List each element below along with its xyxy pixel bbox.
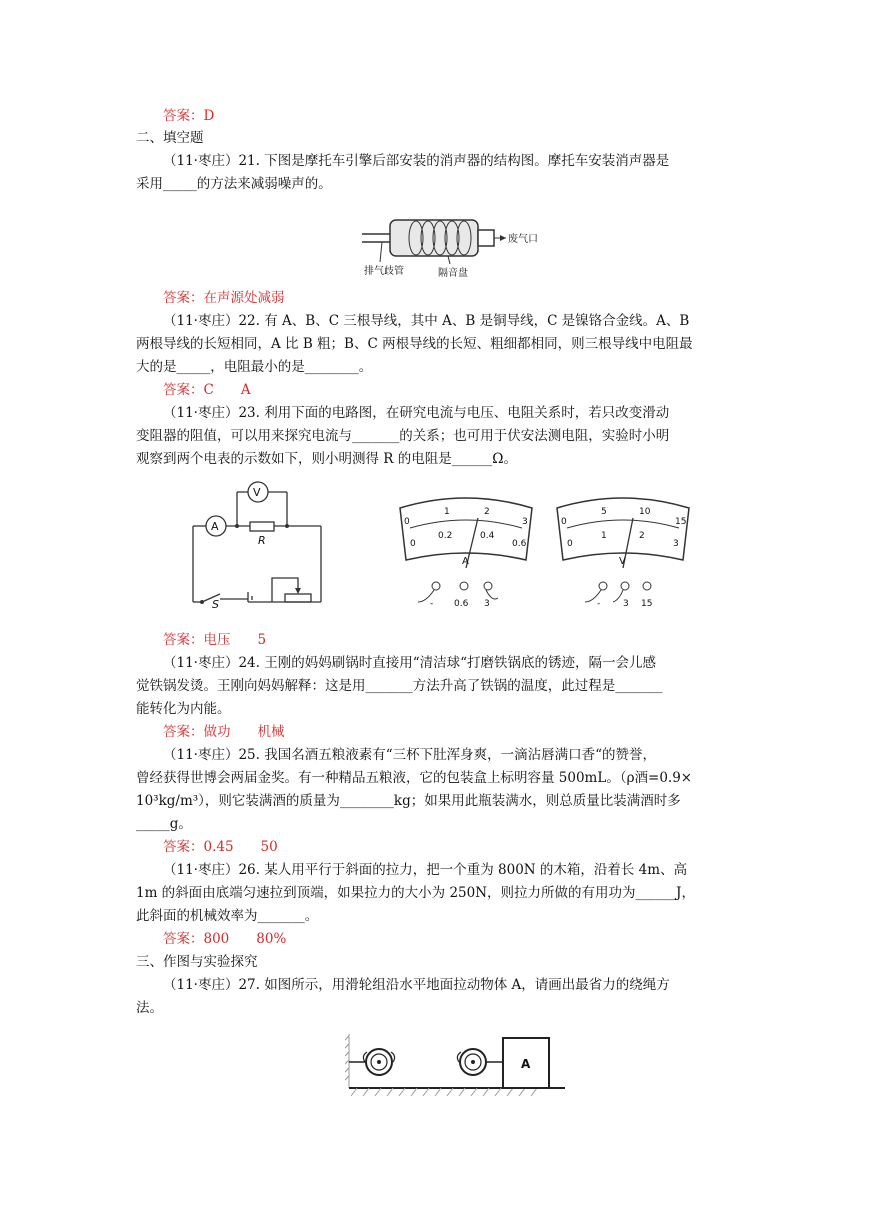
question-text: （11·枣庄）25. 我国名酒五粮液素有“三杯下肚浑身爽，一滴沾唇满口香“的赞誉， xyxy=(163,747,657,763)
question-text: 两根导线的长短相同，A 比 B 粗；B、C 两根导线的长短、粗细都相同，则三根导线中电阻最 xyxy=(136,336,693,352)
question-text: 法。 xyxy=(136,1000,163,1016)
question-text: 1m 的斜面由底端匀速拉到顶端，如果拉力的大小为 250N，则拉力所做的有用功为______J， xyxy=(136,885,695,901)
ammeter-bottom-3: 0.6 xyxy=(512,539,527,549)
question-text: 观察到两个电表的示数如下，则小明测得 R 的电阻是______Ω。 xyxy=(136,451,517,467)
voltmeter-terminal-neg: - xyxy=(597,599,601,609)
answer-line: 答案：C A xyxy=(163,382,251,398)
question-text: （11·枣庄）23. 利用下面的电路图，在研究电流与电压、电阻关系时，若只改变滑动 xyxy=(163,405,670,421)
answer-line: 答案：800 80% xyxy=(163,931,287,947)
answer-line: 答案：电压 5 xyxy=(163,632,267,648)
voltmeter-bottom-2: 2 xyxy=(639,531,645,541)
question-text: 变阻器的阻值，可以用来探究电流与_______的关系；也可用于伏安法测电阻，实验时小明 xyxy=(136,428,670,444)
answer-line: 答案：0.45 50 xyxy=(163,839,278,855)
voltmeter-terminal-15: 15 xyxy=(641,599,653,609)
voltmeter-bottom-0: 0 xyxy=(567,539,573,549)
ammeter-top-2: 2 xyxy=(484,507,490,517)
ammeter-unit: A xyxy=(462,556,469,567)
voltmeter-symbol: V xyxy=(253,486,261,499)
voltmeter-terminal-3: 3 xyxy=(623,599,629,609)
voltmeter-top-1: 5 xyxy=(601,507,607,517)
muffler-diagram xyxy=(360,210,540,282)
section-heading: 三、作图与实验探究 xyxy=(136,954,258,970)
question-text: _____g。 xyxy=(136,816,192,832)
voltmeter-top-3: 15 xyxy=(675,517,687,527)
block-label: A xyxy=(521,1057,531,1071)
question-text: 能转化为内能。 xyxy=(136,701,231,717)
answer-line: 答案：做功 机械 xyxy=(163,724,285,740)
voltmeter-top-2: 10 xyxy=(639,507,651,517)
exhaust-port-label: 废气口 xyxy=(508,234,538,245)
disc-label: 隔音盘 xyxy=(438,268,468,279)
ammeter-terminal-neg: - xyxy=(430,599,434,609)
voltmeter-bottom-1: 1 xyxy=(601,531,607,541)
answer-line: 答案：在声源处减弱 xyxy=(163,290,285,306)
ammeter-symbol: A xyxy=(211,520,219,533)
switch-label: S xyxy=(212,598,219,608)
voltmeter-bottom-3: 3 xyxy=(673,539,679,549)
ammeter-bottom-1: 0.2 xyxy=(438,531,453,541)
ammeter-terminal-3: 3 xyxy=(484,599,490,609)
voltmeter-top-0: 0 xyxy=(561,517,567,527)
ammeter-bottom-0: 0 xyxy=(410,539,416,549)
question-text: （11·枣庄）27. 如图所示，用滑轮组沿水平地面拉动物体 A，请画出最省力的绕绳方 xyxy=(163,977,670,993)
pulley-diagram xyxy=(345,1028,575,1106)
ammeter-terminal-0.6: 0.6 xyxy=(454,599,469,609)
resistor-label: R xyxy=(258,534,266,547)
pipe-label: 排气歧管 xyxy=(364,266,404,277)
section-heading: 二、填空题 xyxy=(136,130,204,146)
question-text: 10³kg/m³），则它装满酒的质量为________kg；如果用此瓶装满水，则总质量比装满酒时多 xyxy=(136,793,681,809)
ammeter-top-0: 0 xyxy=(404,517,410,527)
question-text: 采用_____的方法来减弱噪声的。 xyxy=(136,176,332,192)
ammeter-top-1: 1 xyxy=(444,507,450,517)
answer-line: 答案：D xyxy=(163,108,215,124)
question-text: 曾经获得世博会两届金奖。有一种精品五粮液，它的包装盒上标明容量 500mL。（ρ酒=0.9× xyxy=(136,770,693,786)
ammeter-dial xyxy=(396,490,536,612)
ammeter-top-3: 3 xyxy=(522,517,528,527)
question-text: （11·枣庄）21. 下图是摩托车引擎后部安装的消声器的结构图。摩托车安装消声器是 xyxy=(163,153,670,169)
circuit-diagram xyxy=(190,478,340,608)
voltmeter-unit: V xyxy=(619,556,626,567)
question-text: （11·枣庄）26. 某人用平行于斜面的拉力，把一个重为 800N 的木箱，沿着长 4m、高 xyxy=(163,862,688,878)
question-text: 觉铁锅发烫。王刚向妈妈解释：这是用_______方法升高了铁锅的温度，此过程是_______ xyxy=(136,678,663,694)
ammeter-bottom-2: 0.4 xyxy=(480,531,495,541)
question-text: 大的是_____，电阻最小的是________。 xyxy=(136,359,373,375)
question-text: （11·枣庄）24. 王刚的妈妈刷锅时直接用“清洁球“打磨铁锅底的锈迹，隔一会儿感 xyxy=(163,655,657,671)
voltmeter-dial xyxy=(553,490,693,612)
question-text: 此斜面的机械效率为_______。 xyxy=(136,908,319,924)
question-text: （11·枣庄）22. 有 A、B、C 三根导线，其中 A、B 是铜导线，C 是镍铬合金线。A、B xyxy=(163,313,690,329)
